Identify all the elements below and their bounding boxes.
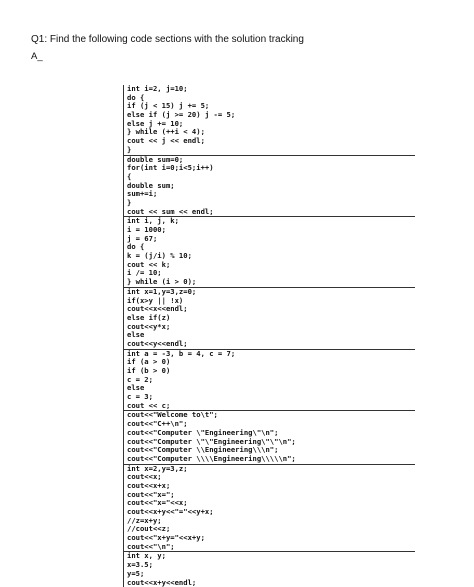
code-line: int a = -3, b = 4, c = 7; [127,350,415,359]
code-block [123,410,415,463]
code-line: double sum=0; [127,156,415,165]
code-line: sum+=i; [127,190,415,199]
code-line: k = (j/i) % 10; [127,252,415,261]
code-line: else [127,384,415,393]
code-line: //z=x+y; [127,517,415,526]
code-line: cout << c; [127,402,415,411]
code-line: cout<<"Computer \\Engineering\\\n"; [127,446,415,455]
code-line: cout<<"\n"; [127,543,415,552]
code-line: int i, j, k; [127,217,415,226]
code-line: cout<<"Computer \"\"Engineering\"\"\n"; [127,438,415,447]
code-block [123,216,415,287]
code-line: cout<<x+x; [127,482,415,491]
code-line: cout<<"Computer \"Engineering\"\n"; [127,429,415,438]
code-line: else if (j >= 20) j -= 5; [127,111,415,120]
code-line: int x=2,y=3,z; [127,465,415,474]
code-listing [123,85,415,587]
code-line: cout << j << endl; [127,137,415,146]
code-line: } [127,146,415,155]
code-line: if(x>y || !x) [127,297,415,306]
code-block [123,155,415,217]
code-line: i = 1000; [127,226,415,235]
code-block [123,349,415,411]
code-line: cout<<y<<endl; [127,340,415,349]
code-line: if (b > 0) [127,367,415,376]
code-line: x=3.5; [127,561,415,570]
code-line: i /= 10; [127,269,415,278]
code-line: do { [127,243,415,252]
code-line: cout<<"Computer \\\\Engineering\\\\\n"; [127,455,415,464]
code-line: //cout<<z; [127,525,415,534]
question-title: Q1: Find the following code sections with the solution tracking [31,34,304,45]
code-line: } while (i > 0); [127,278,415,287]
code-line: cout<<x; [127,473,415,482]
code-line: for(int i=0;i<5;i++) [127,164,415,173]
code-line: cout << k; [127,261,415,270]
code-line: cout<<"x="; [127,491,415,500]
code-line: j = 67; [127,235,415,244]
code-line: cout<<x+y<<endl; [127,579,415,587]
code-line: else j += 10; [127,120,415,129]
code-line: int i=2, j=10; [127,85,415,94]
code-line: { [127,173,415,182]
code-line: if (a > 0) [127,358,415,367]
code-line: if (j < 15) j += 5; [127,102,415,111]
code-line: do { [127,94,415,103]
code-line: cout<<y*x; [127,323,415,332]
code-line: cout<<"C++\n"; [127,420,415,429]
code-line: int x, y; [127,552,415,561]
code-line: } while (++i < 4); [127,128,415,137]
code-line: y=5; [127,570,415,579]
code-block [123,287,415,349]
code-line: c = 3; [127,393,415,402]
code-block [123,464,415,552]
code-line: c = 2; [127,376,415,385]
code-line: cout<<"x="<<x; [127,499,415,508]
code-block [123,85,415,155]
part-label: A_ [31,51,43,62]
code-line: } [127,199,415,208]
code-line: cout<<"x+y="<<x+y; [127,534,415,543]
code-line: int x=1,y=3,z=0; [127,288,415,297]
code-line: else [127,331,415,340]
code-line: cout << sum << endl; [127,208,415,217]
code-line: cout<<x+y<<"="<<y+x; [127,508,415,517]
code-block [123,551,415,587]
code-line: else if(z) [127,314,415,323]
code-line: cout<<"Welcome to\t"; [127,411,415,420]
code-line: double sum; [127,182,415,191]
code-line: cout<<x<<endl; [127,305,415,314]
